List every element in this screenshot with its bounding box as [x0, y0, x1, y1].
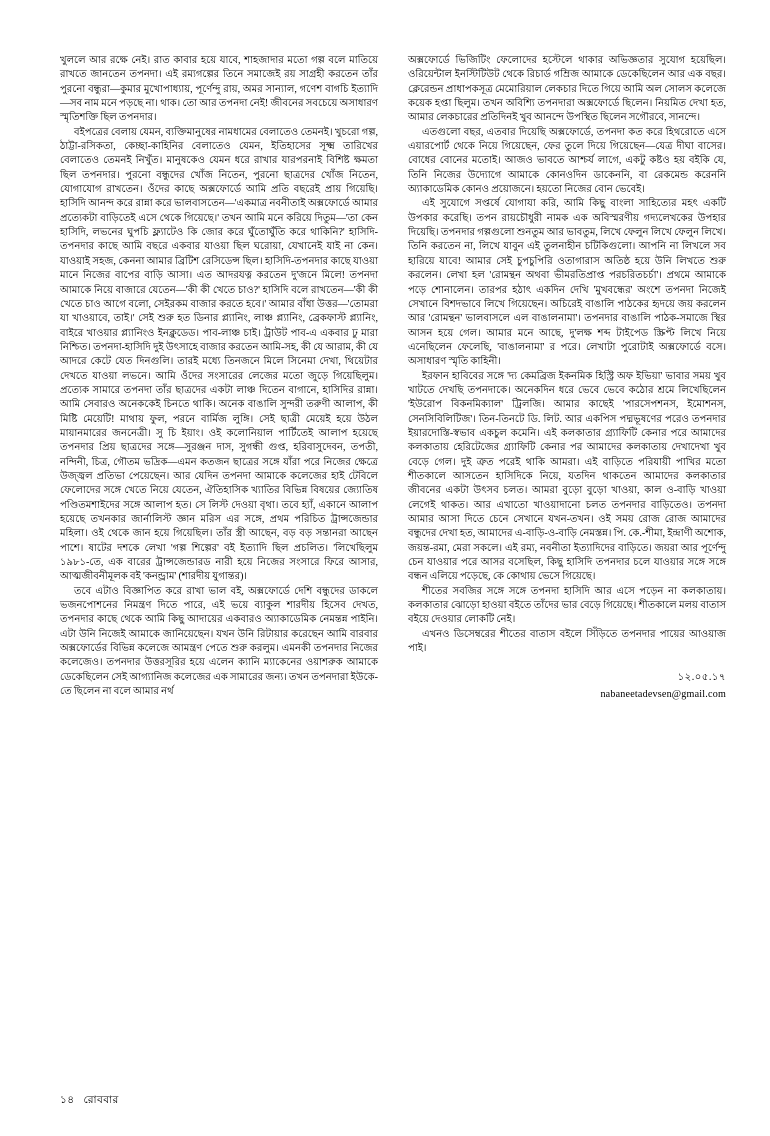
paragraph: খুললে আর রক্ষে নেই। রাত কাবার হয়ে যাবে, শাহজাদার মতো গল্প বলে মাতিয়ে রাখতে জানতেন তপনদা। এই রম্যগল্পের তিনে সমাজেই রয় সাগ্রহী করতেন তাঁর পুরনো বন্ধুরা—কুমার মুখোপাধ্যায়, পূর্ণেন্দু রায়, অমর সান্যাল, গণেশ বাগচি ইত্যাদি—সব নাম মনে পড়ছে না। থাক। তো আর তপনদা নেই! জীবনের সবচেয়ে অসাধারণ স্মৃতিশক্তি ছিল তপনদার। — [60, 55, 378, 124]
paragraph: এখনও ডিসেম্বরের শীতের বাতাস বইলে সিঁড়িতে তপনদার পায়ের আওয়াজ পাই। — [408, 628, 726, 655]
author-signature — [408, 670, 726, 702]
paragraph: এতগুলো বছর, এতবার দিয়েছি অক্সফোর্ডে, তপনদা কত করে হিথরোতে এসে এয়ারপোর্ট থেকে নিয়ে গিয়েছেন, ফের তুলে দিয়ে গিয়েছেন—যেত্র দীঘা বাসের। বোধের বোনের মতোই। আজও ভাবতে আশ্চর্য লাগে, একটু কষ্টও হয় বইকি যে, তিনি নিজের উদ্যোগে আমাকে কোনওদিন ডাকেননি, বা রেকমেন্ড করেননি অ্যাকাডেমিক কোনও প্রয়োজনে। হয়তো নিজের বোন ভেবেই। — [408, 126, 726, 196]
signature-email: nabaneetadevsen@gmail.com — [600, 689, 726, 701]
paragraph: ইরফান হাবিবের সঙ্গে 'দ্য কেমব্রিজ ইকনমিক হিস্ট্রি অফ ইভিয়া' ভাবার সময় খুব খাটতে দেখছি তপনদাকে। অনেকদিন ধরে ভেবে ভেবে কঠোর শ্রমে লিখেছিলেন 'ইউরোপ বিকনমিক্যাল' ট্রিলজি। আমার কাছেই 'পারসেপশনস, ইমোশনস, সেনসিবিলিটিজ'। তিন-তিনটে ডি. লিট. আর একপিস পদ্মভূষণের পরেও তপনদার ইয়ারদোস্তি-স্বভাব একচুল কমেনি। এই কলকাতার গ্র্যাফিটি কেনার পরে আমাদের কলকাতায় হেরিটেজের গ্র্যাফিটি কেনার পর আমাদের কলকাতায় দেখাদেখা খুব বেড়ে গেল। দুই ত্রুত পরেই থাকি আমরা। এই বাড়িতে পরিযায়ী পাখির মতো শীতকালে আসতেন হাসিদিকে নিয়ে, যতদিন থাকতেন আমাদের কলকাতার জীবনের একটা উৎসব চলত। আমরা বুড়ো বুড়ো খাওয়া, কাল ও-বাড়ি খাওয়া লেগেই থাকত। আর এখাতো খাওয়াদানো চলত তপনদার বাড়িতেও। তপনদা আমার আসা দিতে চেনে সেখানে যখন-তখন। ওই সময় রোজ রোজ আমাদের বন্ধুদের দেখা হত, আমাদের এ-বাড়ি-ও-বাড়ি নেমস্তন্ন। পি. কে.-শীমা, ইন্দ্রাণী অশোক, জয়ন্ত-রমা, মেরা সকলে। এই রম্য, নবনীতা ইত্যাদিদের বাড়িতে। জয়রা আর পূর্ণেন্দু চেন যাওয়ার পরে আসর বসেছিল, কিছু হাসিদি তপনদার চলে যাওয়ার সঙ্গে সঙ্গে বন্ধন এলিয়ে পড়েছে, কে কোথায় ভেসে গিয়েছে। — [408, 370, 726, 583]
right-column — [408, 54, 726, 1054]
publication-name: রোববার — [83, 1095, 119, 1106]
page-footer — [60, 1093, 119, 1110]
left-column — [60, 54, 378, 1054]
paragraph: শীতের সবজির সঙ্গে সঙ্গে তপনদা হাসিদি আর এসে পড়েন না কলকাতায়। কলকাতার ঝোড়ো হাওয়া বইতে তাঁদের ভার বেড়ে গিয়েছে। শীতকালে মলয় বাতাস বইয়ে দেওয়ার লোকটি নেই। — [408, 585, 726, 626]
paragraph: বইপত্রের বেলায় যেমন, ব্যক্তিমানুষের নামধামের বেলাতেও তেমনই। খুচরো গল্প, ঠাট্টা-রসিকতা, কেচ্ছা-কাহিনির বেলাতেও যেমন, ইতিহাসের সূক্ষ্ম তারিখের বেলাতেও তেমনই নিখুঁত। মানুষকেও যেমন ধরে রাখার যারপরনাই বিশিষ্ট ক্ষমতা ছিল তপনদার। পুরনো বন্ধুদের খোঁজ নিতেন, পুরনো ছাত্রদের খোঁজ নিতেন, যোগাযোগ রাখতেন। ওঁদের কাছে অক্সফোর্ডে আমি প্রতি বছরেই প্রায় গিয়েছি। হাসিদি আনন্দ করে রান্না করে ভালবাসতেন—'একমাত্র নবনীতাই অক্সফোর্ডে আমার প্রত্যেকটা বাড়িতেই এসে থেকে গিয়েছে।' তখন আমি মনে করিয়ে দিতুম—'তা কেন হাসিদি, লভনের ঘুপচি ফ্ল্যাটেও কি জোর করে ঘুঁতোঘুঁতি করে থাকিনি?' হাসিদি-তপনদার কাছে আমি বছরে একবার যাওয়া ছিল ঘরোয়া, যেখানেই যাই না কেন। যাওয়াই সহজ, কেননা আমার ব্রিটিশ রেসিডেন্স ছিল। হাসিদি-তপনদার কাছে যাওয়া মানে নিজের বাপের বাড়ি আসা। এত আদরযত্ন করতেন দু'জনে মিলে! তপনদা আমাকে নিয়ে বাজারে যেতেন—'কী কী খেতে চাও?' হাসিদি বলে রাখতেন—'কী কী খেতে চাও আগে বলো, সেইরকম বাজার করতে হবে।' আমার বাঁধা উত্তর—'তোমরা যা খাওয়াবে, তাই।' সেই শুরু হত ডিনার প্ল্যানিং, লাঞ্চ প্ল্যানিং, ব্রেকফাস্ট প্ল্যানিং, বাইরে খাওয়ার প্ল্যানিংও ইনক্লুডেড। পাব-লাঞ্চ চাই। ট্রাউট পাব-এ একবার ঢু মারা নিশ্চিত। তপনদা-হাসিদি দুই উৎসাহে বাজার করতেন আমি-সহ, কী যে আরাম, কী যে আদরে কেটে যেত দিনগুলি। তারই মধ্যে তিনজনে মিলে সিনেমা দেখা, থিয়েটার দেখতে যাওয়া লভনে। আমি ওঁদের সংসারের লেজের মতো জুড়ে গিয়েছিলুম। প্রত্যেক সামারে তপনদা তাঁর ছাত্রদের একটা লাঞ্চ দিতেন বাগানে, হাসিদির রান্না। আমি সেবারও অনেককেই চিনতে থাকি। অনেক বাঙালি সুন্দরী তরুণী আলাপ, কী মিষ্টি মেয়েটি! মাথায় ফুল, পরনে বার্মিজ লুঙ্গি। সেই ছাত্রী মেয়েই হয়ে উঠল মায়ানমারের জননেত্রী। সু চি ইয়াং। ওই কলোনিয়াল পার্টিতেই আলাপ হয়েছে তপনদার প্রিয় ছাত্রদের সঙ্গে—সুরঞ্জন দাস, সুগন্ধী গুপ্ত, হরিবাসুদেবন, তপতী, নন্দিনী, চিত্র, গৌতম ভদ্রিক—এমন কতজন ছাত্রের সঙ্গে যাঁরা পরে নিজের ক্ষেত্রে উজ্জ্বল প্রতিভা পেয়েছেন। আর যেদিন তপনদা আমাকে কলেজের হাই টেবিলে ফেলোদের সঙ্গে খেতে নিয়ে যেতেন, ঐতিহাসিক খ্যাতির বিভিন্ন বিষয়ের জ্যোতিষ পণ্ডিতমশাইদের সঙ্গে আলাপ হত। সে লিস্ট দেওয়া বৃথা। তবে হ্যাঁ, একানে আলাপ হয়েছে তখনকার জার্নালিস্ট জ্ঞান মরিস এর সঙ্গে, প্রথম পরিচিত ট্রান্সজেন্ডার মহিলা। ওই থেকে জান হয়ে গিয়েছিল। তাঁর স্ত্রী আছেন, বড় বড় সন্তানরা আছেন পাশে। ষাটের দশকে লেখা 'গল্প শিল্পের' বই ইত্যাদি ছিল প্রচলিত। 'লিখেছিলুম ১৯৮১-তে, এক বারের ট্রান্সজেন্ডারড নারী হয়ে নিজের সংসারে ফিরে আসার, আত্মজীবনীমূলক বই 'কনন্ড্রাম' (শারদীয় যুগান্তর)। — [60, 126, 378, 583]
paragraph: অক্সফোর্ডে ভিজিটিং ফেলোদের হস্টেলে থাকার অভিজ্ঞতার সুযোগ হয়েছিল। ওরিয়েন্টাল ইনস্টিটিউট থেকে রিচার্ড গম্রিজ আমাকে ডেকেছিলেন আর এক বছর। ক্লেরেন্ডন প্রাধাপকসূত্র মেমোরিয়াল লেকচার দিতে গিয়ে আমি অল সোলস কলেজে কয়েক হপ্তা ছিলুম। তখন অবিশ্যি তপনদারা অক্সফোর্ডে ছিলেন। নিয়মিত দেখা হত, আমার লেকচারের প্রতিদিনই খুব আনন্দে উপস্থিত ছিলেন সগৌরবে, সানন্দে। — [408, 55, 726, 124]
two-column-layout — [60, 54, 726, 1054]
signature-date: ১২.০৫.১৭ — [677, 672, 726, 684]
paragraph: এই সুযোগে সপ্তর্ষে যোগাযা করি, আমি কিছু বাংলা সাহিত্যের মহৎ একটি উপকার করেছি। তপন রায়চৌধুরী নামক এক অবিস্মরণীয় গদ্যলেখকের উপহার দিয়েছি। তপনদার গল্পগুলো শুনতুম আর ভাবতুম, লিখে ফেলুন লিখে ফেলুন লিখে। তিনি করতেন না, লিখে যাবুন এই তুলনাহীন চটিকিগুলো। আপনি না লিখলে সব হারিয়ে যাবে! আমার সেই চুপচুপিরি ওতাগারাস অতিষ্ঠ হয়ে উনি লিখতে শুরু করলেন। লেখা হল 'রোমন্থন অথবা ভীমরতিপ্রাপ্ত পরচরিতচর্চা'। প্রথমে আমাকে পড়ে শোনালেন। তারপর হঠাৎ একদিন দেখি 'মুখবন্ধের' অংশে তপনদা নিজেই সেখানে বিশদভাবে লিখে গিয়েছেন। অচিরেই বাঙালি পাঠকের হৃদয়ে জয় করলেন আর 'রোমন্থন' ভালবাসলে এল বাঙালনামা'। তপনদার বাঙালি পাঠক-সমাজে স্থির আসন হয়ে গেল। আমার মনে আছে, দু'লক্ষ শব্দ টাইপেড স্ক্রিপ্ট লিখে নিয়ে এনেছিলেন ফেলেছি, 'বাঙালনামা' র পরে। লেখাটা পুরোটাই অক্সফোর্ডে বসে। অসাধারণ স্মৃতি কাহিনী। — [408, 198, 726, 368]
page-number: ১৪ — [60, 1095, 75, 1106]
paragraph: তবে এটাও বিজ্ঞাপিত করে রাখা ভাল বই, অক্সফোর্ডে দেশি বন্ধুদের ডাকলে ভজনপোশনের নিমন্ত্রণ দিতে পারে, এই ভয়ে ব্যাকুল শারদীয় হিসেব দেখত, তপনদার কাছে থেকে আমি কিছু আদায়ের একবারও অ্যাকাডেমিক নেমন্তন্ন পাইনি। এটা উনি নিজেই আমাকে জানিয়েছেন। যখন উনি রিটায়ার করেছেন আমি বারবার অক্সফোর্ডের বিভিন্ন কলেজে আমন্ত্রণ পেতে শুরু করলুম। এমনকী তপনদার নিজের কলেজেও। তপনদার উত্তরসূরির হয়ে এলেন ক্যানি ম্যাকেনের ওয়াশরুক আমাকে ডেকেছিলেন সেই আগ্যানিজ কলেজের এক সামারের জন্য। তখন তপনদারা ইউকে-তে ছিলেন না বলে আমার নর্থ — [60, 585, 378, 698]
